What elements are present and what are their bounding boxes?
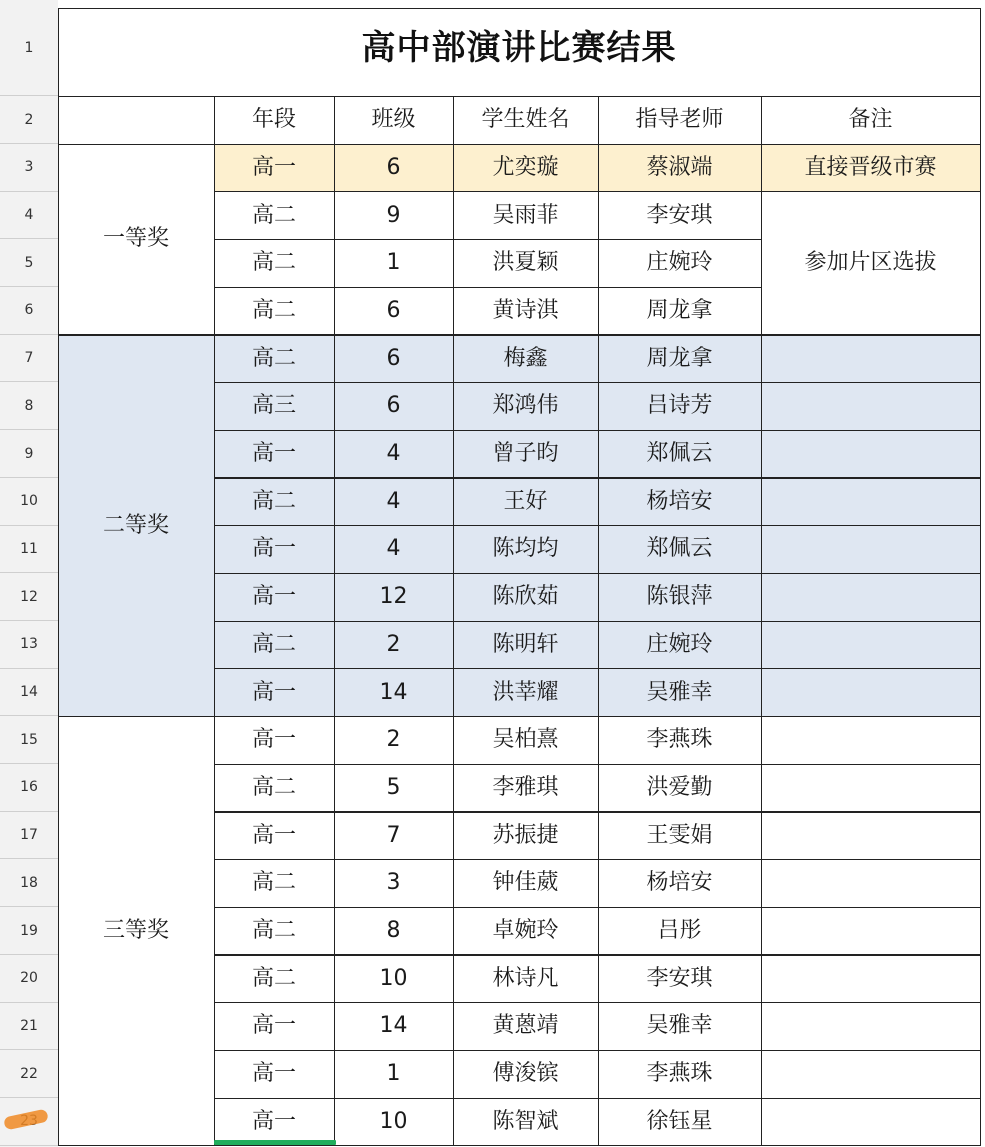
grid-line (214, 668, 761, 669)
grid-line (58, 1145, 214, 1146)
row-number[interactable]: 15 (0, 716, 58, 764)
row-number[interactable]: 11 (0, 526, 58, 574)
table-title[interactable]: 高中部演讲比赛结果 (361, 28, 677, 68)
row-number[interactable]: 5 (0, 239, 58, 287)
teacher-cell[interactable]: 吕诗芳 (598, 383, 761, 431)
class-cell[interactable]: 14 (334, 669, 453, 717)
grid-line (58, 96, 980, 97)
grade-cell[interactable]: 高一 (214, 526, 334, 574)
grid-line (214, 859, 761, 860)
header-teacher[interactable]: 指导老师 (635, 107, 724, 132)
row-number[interactable]: 10 (0, 478, 58, 526)
teacher-cell[interactable]: 周龙拿 (598, 335, 761, 383)
grid-line (761, 191, 980, 192)
note-cell[interactable] (761, 716, 980, 1145)
grid-line (214, 811, 761, 812)
header-empty-cell[interactable] (58, 96, 214, 144)
student-name-cell[interactable]: 陈明轩 (453, 621, 598, 669)
grid-line (58, 8, 59, 1146)
class-cell[interactable]: 2 (386, 727, 401, 753)
selection-indicator (214, 1140, 336, 1145)
row-number[interactable]: 20 (0, 955, 58, 1003)
spreadsheet-grid[interactable] (58, 0, 985, 1147)
grid-line (761, 430, 980, 431)
class-cell[interactable]: 1 (386, 250, 401, 276)
header-class[interactable]: 班级 (371, 107, 416, 132)
teacher-cell[interactable]: 李燕珠 (646, 1061, 713, 1087)
class-cell[interactable]: 14 (379, 1013, 408, 1039)
row-number[interactable]: 19 (0, 907, 58, 955)
grid-line (761, 859, 980, 860)
grid-line (214, 621, 761, 622)
grade-cell[interactable]: 高二 (214, 478, 334, 526)
row-number[interactable]: 18 (0, 860, 58, 908)
row-number[interactable]: 3 (0, 144, 58, 192)
student-name-cell[interactable]: 苏振捷 (492, 822, 559, 848)
header-student[interactable]: 学生姓名 (481, 107, 570, 132)
class-cell[interactable]: 4 (334, 478, 453, 526)
class-cell[interactable]: 10 (379, 1108, 408, 1134)
row-number[interactable]: 17 (0, 812, 58, 860)
grid-line (761, 334, 980, 335)
row-number[interactable]: 12 (0, 573, 58, 621)
grid-line (214, 191, 761, 192)
class-cell[interactable]: 6 (386, 297, 401, 323)
grid-line (761, 954, 980, 955)
grade-cell[interactable]: 高一 (251, 1061, 296, 1087)
grid-line (761, 1050, 980, 1051)
row-number[interactable]: 21 (0, 1003, 58, 1051)
student-name-cell[interactable]: 尤奕璇 (453, 144, 598, 192)
grid-line (761, 668, 980, 669)
grid-line (761, 382, 980, 383)
class-cell[interactable]: 7 (386, 822, 401, 848)
class-cell[interactable]: 2 (334, 621, 453, 669)
row-number[interactable]: 13 (0, 621, 58, 669)
grade-cell[interactable]: 高二 (251, 774, 296, 800)
grid-line (214, 907, 761, 908)
teacher-cell[interactable]: 吴雅幸 (598, 669, 761, 717)
class-cell[interactable]: 12 (334, 573, 453, 621)
row-number[interactable]: 16 (0, 764, 58, 812)
grade-cell[interactable]: 高二 (251, 965, 296, 991)
row-number[interactable]: 1 (0, 0, 58, 96)
row-number[interactable]: 2 (0, 96, 58, 144)
header-notes[interactable]: 备注 (848, 107, 893, 132)
grid-line (58, 334, 214, 335)
grid-line (761, 764, 980, 765)
student-name-cell[interactable]: 钟佳葳 (492, 870, 559, 896)
grid-line (761, 1002, 980, 1003)
grade-cell[interactable]: 高一 (214, 144, 334, 192)
grid-line (214, 430, 761, 431)
grid-line (58, 716, 214, 717)
row-number-column (0, 0, 58, 1147)
teacher-cell[interactable]: 周龙拿 (646, 297, 713, 323)
student-name-cell[interactable]: 曾子昀 (453, 430, 598, 478)
student-name-cell[interactable]: 洪莘耀 (453, 669, 598, 717)
grid-line (214, 382, 761, 383)
student-name-cell[interactable]: 吴雨菲 (492, 202, 559, 228)
grade-cell[interactable]: 高二 (251, 297, 296, 323)
grid-line (214, 1002, 761, 1003)
grid-line (214, 716, 761, 717)
teacher-cell[interactable]: 杨培安 (646, 870, 713, 896)
grid-line (214, 287, 761, 288)
teacher-cell[interactable]: 郑佩云 (598, 430, 761, 478)
grid-line (58, 144, 980, 145)
student-name-cell[interactable]: 王好 (453, 478, 598, 526)
grid-line (761, 1145, 980, 1146)
class-cell[interactable]: 3 (386, 870, 401, 896)
class-cell[interactable]: 6 (334, 144, 453, 192)
grid-line (761, 907, 980, 908)
grid-line (214, 477, 761, 478)
grade-cell[interactable]: 高一 (214, 430, 334, 478)
grid-line (214, 1098, 761, 1099)
student-name-cell[interactable]: 陈智斌 (492, 1108, 559, 1134)
grade-cell[interactable]: 高二 (251, 202, 296, 228)
grade-cell[interactable]: 高二 (251, 870, 296, 896)
student-name-cell[interactable]: 林诗凡 (492, 965, 559, 991)
class-cell[interactable]: 10 (379, 965, 408, 991)
student-name-cell[interactable]: 李雅琪 (492, 774, 559, 800)
teacher-cell[interactable]: 郑佩云 (598, 526, 761, 574)
grid-line (761, 716, 980, 717)
teacher-cell[interactable]: 庄婉玲 (598, 621, 761, 669)
grid-line (214, 334, 761, 335)
grade-cell[interactable]: 高一 (251, 822, 296, 848)
award-cell[interactable]: 三等奖 (102, 918, 169, 944)
grid-line (214, 764, 761, 765)
class-cell[interactable]: 1 (386, 1061, 401, 1087)
student-name-cell[interactable]: 傅浚镔 (492, 1061, 559, 1087)
student-name-cell[interactable]: 黄蒽靖 (492, 1013, 559, 1039)
teacher-cell[interactable]: 徐钰星 (646, 1108, 713, 1134)
award-cell[interactable]: 二等奖 (58, 335, 214, 717)
class-cell[interactable]: 5 (386, 774, 401, 800)
grade-cell[interactable]: 高二 (214, 621, 334, 669)
note-cell[interactable]: 参加片区选拔 (804, 250, 937, 276)
teacher-cell[interactable]: 李安琪 (646, 202, 713, 228)
student-name-cell[interactable]: 陈欣茹 (453, 573, 598, 621)
row-number[interactable]: 14 (0, 669, 58, 717)
grade-cell[interactable]: 高二 (251, 250, 296, 276)
class-cell[interactable]: 9 (386, 202, 401, 228)
header-grade[interactable]: 年段 (251, 107, 296, 132)
row-number[interactable]: 6 (0, 287, 58, 335)
grade-cell[interactable]: 高一 (214, 573, 334, 621)
grid-line (214, 1050, 761, 1051)
grid-line (214, 954, 761, 955)
row-number[interactable]: 7 (0, 335, 58, 383)
grid-line (214, 1145, 761, 1146)
class-cell[interactable]: 6 (334, 383, 453, 431)
grid-line (761, 573, 980, 574)
teacher-cell[interactable]: 蔡淑端 (598, 144, 761, 192)
grid-line (761, 811, 980, 812)
row-number[interactable]: 22 (0, 1050, 58, 1098)
student-name-cell[interactable]: 郑鸿伟 (453, 383, 598, 431)
award-cell[interactable]: 一等奖 (102, 226, 169, 252)
row-number[interactable]: 9 (0, 430, 58, 478)
teacher-cell[interactable]: 陈银萍 (598, 573, 761, 621)
class-cell[interactable]: 4 (334, 526, 453, 574)
grid-line (761, 1098, 980, 1099)
grid-line (214, 239, 761, 240)
grade-cell[interactable]: 高二 (251, 918, 296, 944)
teacher-cell[interactable]: 庄婉玲 (646, 250, 713, 276)
grid-line (761, 621, 980, 622)
student-name-cell[interactable]: 卓婉玲 (492, 918, 559, 944)
grid-line (58, 8, 980, 9)
grade-cell[interactable]: 高三 (214, 383, 334, 431)
teacher-cell[interactable]: 吴雅幸 (646, 1013, 713, 1039)
teacher-cell[interactable]: 李安琪 (646, 965, 713, 991)
teacher-cell[interactable]: 洪爱勤 (646, 774, 713, 800)
row-number[interactable]: 8 (0, 383, 58, 431)
grid-line (761, 525, 980, 526)
teacher-cell[interactable]: 王雯娟 (646, 822, 713, 848)
grade-cell[interactable]: 高二 (214, 335, 334, 383)
grid-line (761, 477, 980, 478)
class-cell[interactable]: 6 (334, 335, 453, 383)
student-name-cell[interactable]: 吴柏熹 (492, 727, 559, 753)
class-cell[interactable]: 8 (386, 918, 401, 944)
class-cell[interactable]: 4 (334, 430, 453, 478)
grid-line (214, 525, 761, 526)
grade-cell[interactable]: 高一 (251, 1108, 296, 1134)
grade-cell[interactable]: 高一 (214, 669, 334, 717)
grade-cell[interactable]: 高一 (251, 1013, 296, 1039)
teacher-cell[interactable]: 杨培安 (598, 478, 761, 526)
note-cell[interactable]: 直接晋级市赛 (761, 144, 980, 192)
teacher-cell[interactable]: 李燕珠 (646, 727, 713, 753)
student-name-cell[interactable]: 黄诗淇 (492, 297, 559, 323)
student-name-cell[interactable]: 梅鑫 (453, 335, 598, 383)
student-name-cell[interactable]: 洪夏颖 (492, 250, 559, 276)
grid-line (214, 573, 761, 574)
grade-cell[interactable]: 高一 (251, 727, 296, 753)
grid-line (980, 8, 981, 1146)
student-name-cell[interactable]: 陈均均 (453, 526, 598, 574)
teacher-cell[interactable]: 吕彤 (657, 918, 702, 944)
row-number[interactable]: 4 (0, 192, 58, 240)
